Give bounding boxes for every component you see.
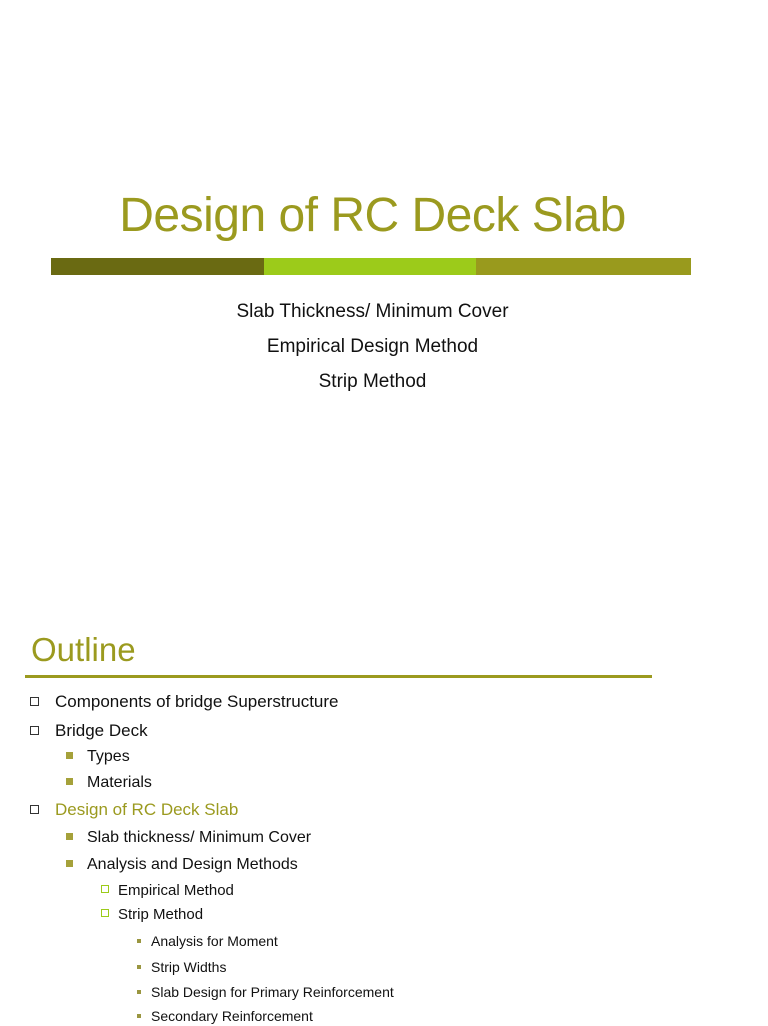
list-item: Components of bridge Superstructure	[30, 691, 339, 713]
hollow-square-bullet-icon	[101, 909, 109, 917]
outline-title-rule	[25, 675, 652, 678]
hollow-square-bullet-icon	[30, 805, 39, 814]
filled-square-bullet-icon	[66, 860, 73, 867]
list-item: Types	[66, 746, 130, 768]
list-item: Slab thickness/ Minimum Cover	[66, 827, 311, 849]
slide-subtitles	[0, 294, 745, 399]
filled-square-bullet-icon	[66, 778, 73, 785]
small-square-bullet-icon	[137, 1014, 141, 1018]
subtitle-line: Slab Thickness/ Minimum Cover	[236, 301, 509, 322]
title-bar-segment-green	[264, 258, 476, 275]
small-square-bullet-icon	[137, 939, 141, 943]
list-item: Analysis and Design Methods	[66, 854, 298, 876]
filled-square-bullet-icon	[66, 833, 73, 840]
list-item: Empirical Method	[101, 881, 234, 901]
small-square-bullet-icon	[137, 965, 141, 969]
title-bar-segment-dark	[51, 258, 264, 275]
list-item: Strip Method	[101, 905, 203, 925]
outline-title: Outline	[31, 631, 136, 668]
list-item: Materials	[66, 772, 152, 794]
hollow-square-bullet-icon	[30, 726, 39, 735]
list-item: Slab Design for Primary Reinforcement	[137, 982, 394, 1002]
small-square-bullet-icon	[137, 990, 141, 994]
list-item: Strip Widths	[137, 957, 226, 977]
hollow-square-bullet-icon	[101, 885, 109, 893]
filled-square-bullet-icon	[66, 752, 73, 759]
list-item: Bridge Deck	[30, 720, 148, 742]
list-item: Secondary Reinforcement	[137, 1006, 313, 1026]
subtitle-line: Empirical Design Method	[266, 336, 479, 357]
subtitle-line: Strip Method	[318, 371, 427, 392]
list-item: Analysis for Moment	[137, 931, 278, 951]
hollow-square-bullet-icon	[30, 697, 39, 706]
list-item-highlighted: Design of RC Deck Slab	[30, 799, 238, 821]
slide-title: Design of RC Deck Slab	[119, 189, 626, 242]
title-bar-segment-olive	[476, 258, 691, 275]
